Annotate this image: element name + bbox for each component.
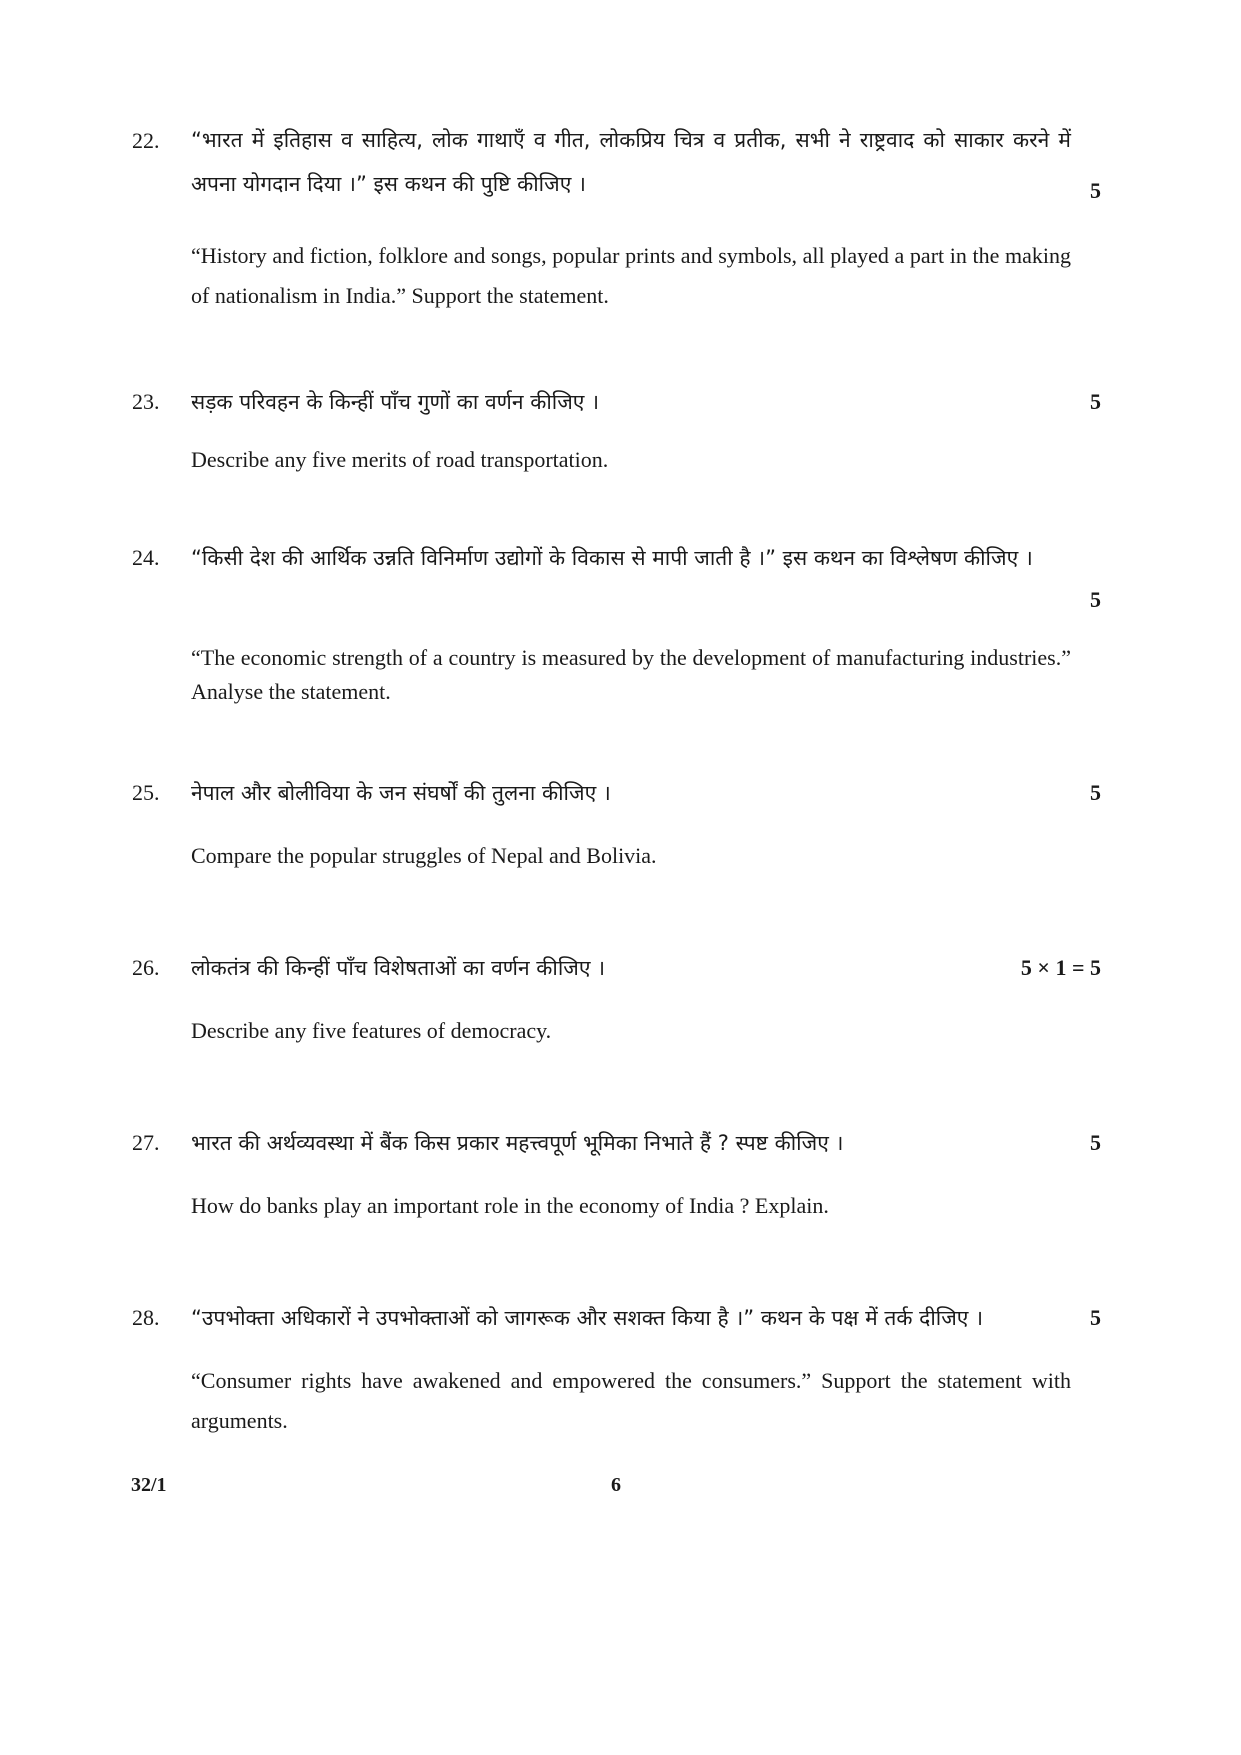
question-text-english: “History and fiction, folklore and songs, popular prints and symbols, all played a part in the making of nationalism in India.” Support the statement. — [191, 243, 1071, 308]
question-marks: 5 — [1090, 1305, 1101, 1330]
question-number: 22. — [132, 128, 160, 153]
question-number: 25. — [132, 780, 160, 805]
question-text-english: “Consumer rights have awakened and empowered the consumers.” Support the statement with arguments. — [191, 1368, 1071, 1433]
question-number: 24. — [132, 545, 160, 570]
question-text-english: “The economic strength of a country is measured by the development of manufacturing industries.” Analyse the statement. — [191, 645, 1071, 704]
question-text-english: Compare the popular struggles of Nepal and Bolivia. — [191, 843, 657, 868]
question-text-english: Describe any five merits of road transportation. — [191, 447, 609, 472]
question-marks: 5 — [1090, 587, 1101, 612]
question-number: 27. — [132, 1130, 160, 1155]
question-text-hindi: भारत की अर्थव्यवस्था में बैंक किस प्रकार महत्त्वपूर्ण भूमिका निभाते हैं ? स्पष्ट कीजिए । — [191, 1131, 844, 1155]
question-text-hindi: लोकतंत्र की किन्हीं पाँच विशेषताओं का वर्णन कीजिए । — [191, 956, 606, 980]
question-text-hindi: “उपभोक्ता अधिकारों ने उपभोक्ताओं को जागरूक और सशक्त किया है ।” कथन के पक्ष में तर्क दीजिए । — [191, 1306, 984, 1330]
question-marks: 5 — [1090, 1130, 1101, 1155]
question-text-hindi: “भारत में इतिहास व साहित्य, लोक गाथाएँ व गीत, लोकप्रिय चित्र व प्रतीक, सभी ने राष्ट्रवाद को साकार करने में अपना योगदान दिया ।” इस कथन की पुष्टि कीजिए । — [191, 128, 1071, 196]
question-text-hindi: “किसी देश की आर्थिक उन्नति विनिर्माण उद्योगों के विकास से मापी जाती है ।” इस कथन का विश्लेषण कीजिए । — [191, 546, 1033, 570]
question-text-english: Describe any five features of democracy. — [191, 1018, 552, 1043]
question-marks: 5 — [1090, 780, 1101, 805]
question-number: 23. — [132, 389, 160, 414]
question-marks: 5 — [1090, 178, 1101, 203]
page-number: 6 — [611, 1474, 621, 1496]
question-text-english: How do banks play an important role in the economy of India ? Explain. — [191, 1193, 829, 1218]
question-marks: 5 × 1 = 5 — [1020, 955, 1101, 980]
question-text-hindi: नेपाल और बोलीविया के जन संघर्षों की तुलना कीजिए । — [191, 781, 611, 805]
question-text-hindi: सड़क परिवहन के किन्हीं पाँच गुणों का वर्णन कीजिए । — [191, 390, 600, 414]
paper-code: 32/1 — [131, 1474, 167, 1496]
question-number: 28. — [132, 1305, 160, 1330]
question-marks: 5 — [1090, 389, 1101, 414]
question-number: 26. — [132, 955, 160, 980]
